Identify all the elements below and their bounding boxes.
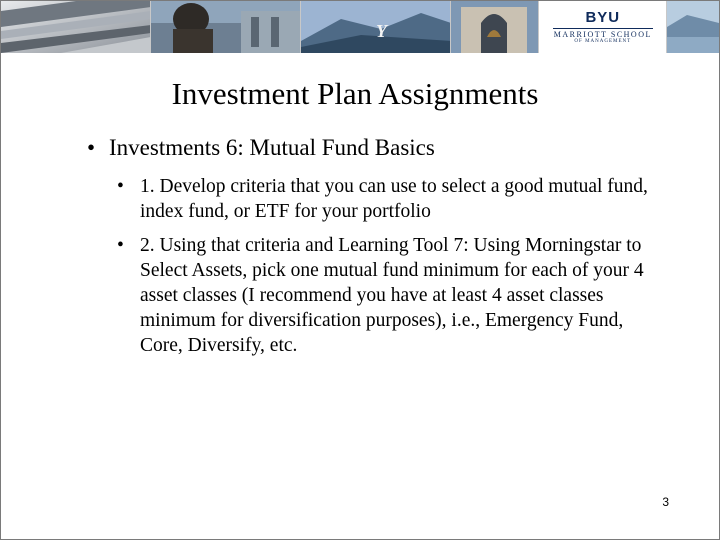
bullet-text: Investments 6: Mutual Fund Basics (109, 135, 435, 160)
banner-photo-bell (451, 1, 539, 53)
sub-bullet-list (117, 174, 657, 367)
sub-bullet-text: 2. Using that criteria and Learning Tool 7: Using Morningstar to Select Assets, pick one mutual fund minimum for each of your 4 asset classes (I recommend you have at least 4 asset classes minimum for diversification purposes), i.e., Emergency Fund, Core, Diversify, etc. (140, 235, 644, 356)
banner-photo-statue (151, 1, 301, 53)
bullet-list (87, 134, 687, 162)
logo-line1: MARRIOTT SCHOOL (553, 30, 652, 39)
logo-title: BYU (585, 9, 621, 26)
sub-bullet-marker: • (117, 235, 124, 256)
banner-photo-lake (667, 1, 719, 53)
sub-bullet-text: 1. Develop criteria that you can use to select a good mutual fund, index fund, or ETF for your portfolio (140, 176, 648, 222)
sub-bullet-item (117, 233, 657, 358)
bullet-marker: • (87, 135, 96, 160)
bullet-item (87, 134, 687, 162)
slide-title: Investment Plan Assignments (171, 76, 539, 111)
sub-bullet-item (117, 174, 657, 224)
logo-rule (553, 28, 653, 29)
banner-photo-mountain-y (301, 1, 451, 53)
header-banner (1, 1, 719, 53)
byu-marriott-logo (539, 1, 667, 53)
page-number: 3 (662, 495, 669, 509)
logo-line2: OF MANAGEMENT (574, 39, 632, 44)
banner-photo-stone-building (1, 1, 151, 53)
sub-bullet-marker: • (117, 176, 124, 197)
svg-text:Y: Y (375, 21, 387, 41)
